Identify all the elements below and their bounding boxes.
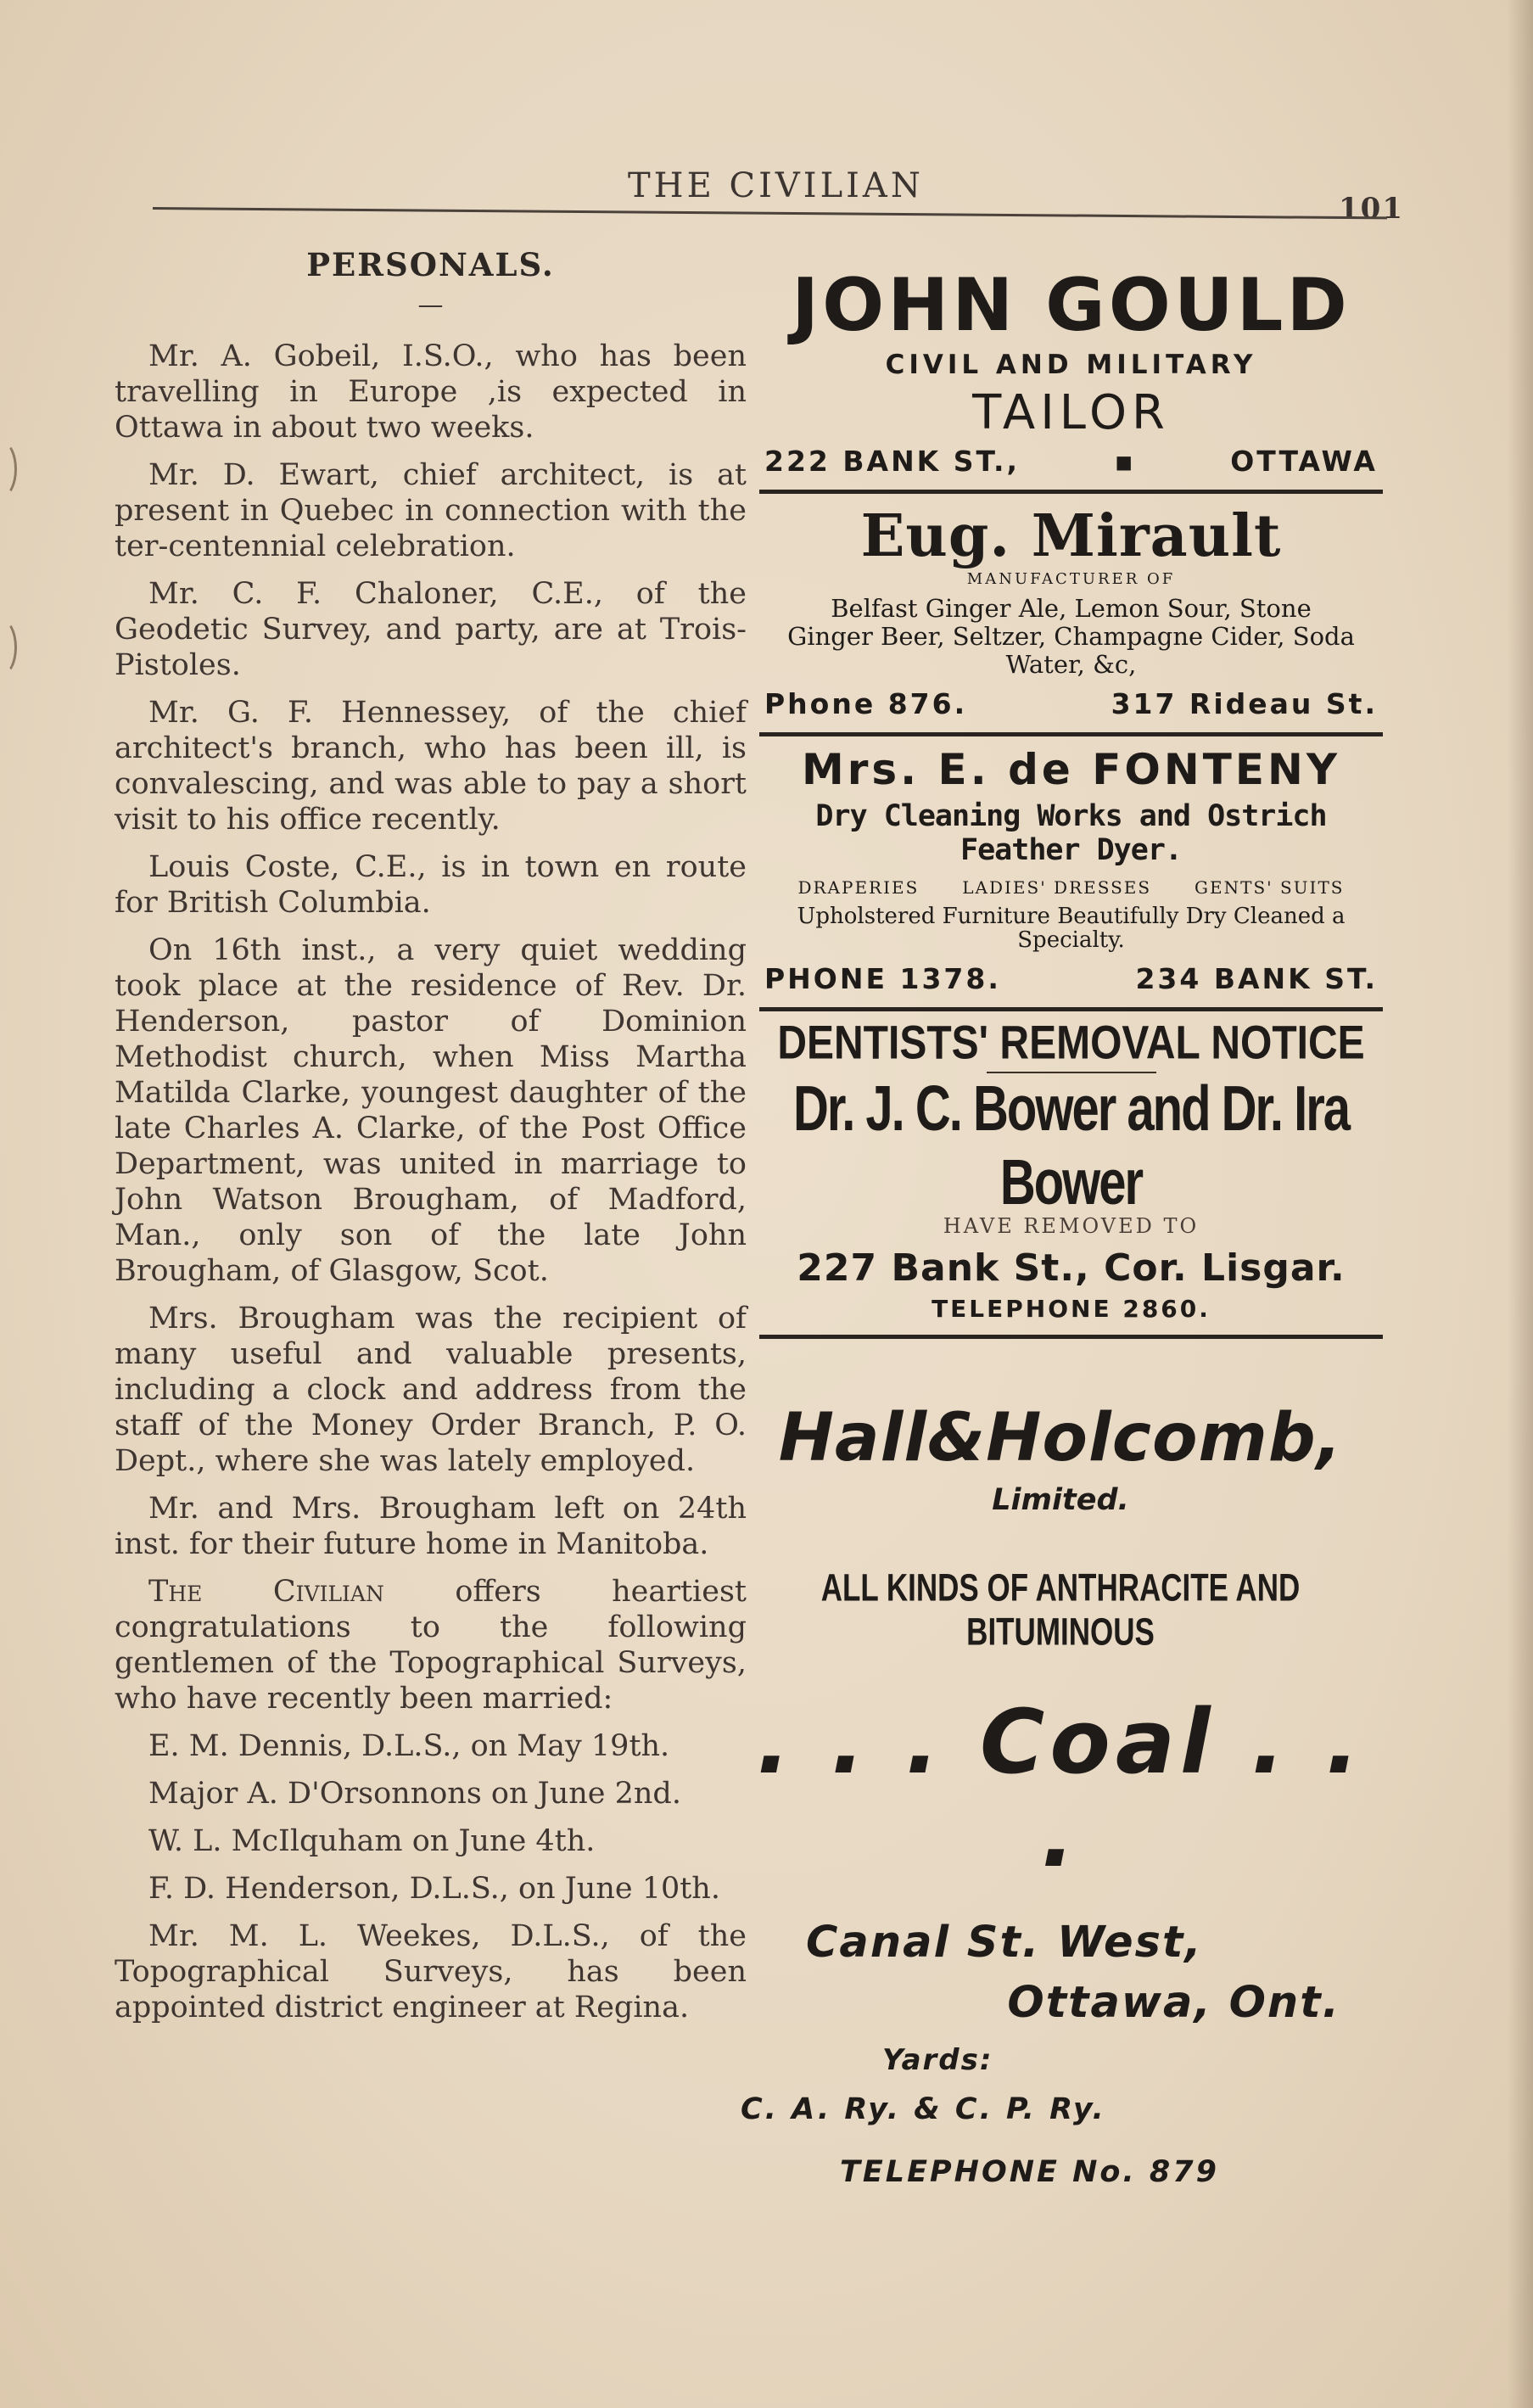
fonteny-ad bbox=[759, 745, 1383, 995]
marriage-item: E. M. Dennis, D.L.S., on May 19th. bbox=[148, 1729, 670, 1763]
mirault-contact-row bbox=[759, 687, 1383, 720]
gould-city: OTTAWA bbox=[1230, 445, 1378, 478]
header-rule bbox=[153, 207, 1387, 219]
ad-divider bbox=[759, 1007, 1383, 1011]
page-edge-shadow bbox=[1508, 0, 1533, 2408]
fonteny-name: Mrs. E. de FONTENY bbox=[801, 745, 1341, 794]
coal-ad bbox=[738, 1400, 1383, 2189]
ad-divider bbox=[759, 732, 1383, 736]
mirault-address: 317 Rideau St. bbox=[1111, 687, 1378, 720]
dentists-title: DENTISTS' REMOVAL NOTICE bbox=[777, 1017, 1365, 1069]
service-item: DRAPERIES bbox=[797, 877, 920, 898]
personal-item: Mr. G. F. Hennessey, of the chief architect's branch, who has been ill, is convalescing, and was able to pay a short visit to his office recently. bbox=[115, 696, 747, 837]
mirault-products: Belfast Ginger Ale, Lemon Sour, Stone Ginger Beer, Seltzer, Champagne Cider, Soda Water, &c, bbox=[787, 594, 1355, 679]
service-item: LADIES' DRESSES bbox=[962, 877, 1152, 898]
congratulations-text: offers heartiest congratulations to the following gentlemen of the Topographical Surveys, who have recently been married: bbox=[115, 1575, 747, 1716]
gould-address-row bbox=[759, 445, 1383, 478]
fonteny-phone: PHONE 1378. bbox=[764, 962, 1001, 995]
gould-ad bbox=[759, 263, 1383, 478]
coal-city: Ottawa, Ont. bbox=[1007, 1978, 1340, 2028]
gould-address: 222 BANK ST., bbox=[764, 445, 1021, 478]
service-item: GENTS' SUITS bbox=[1195, 877, 1345, 898]
page-number: 101 bbox=[1339, 192, 1404, 226]
dentists-doctors: Dr. J. C. Bower and Dr. Ira Bower bbox=[792, 1072, 1350, 1218]
coal-telephone: TELEPHONE No. 879 bbox=[840, 2155, 1219, 2189]
coal-kinds: ALL KINDS OF ANTHRACITE AND BITUMINOUS bbox=[820, 1566, 1301, 1654]
personal-item: On 16th inst., a very quiet wedding took place at the residence of Rev. Dr. Henderson, pastor of Dominion Methodist church, when Miss Martha Matilda Clarke, youngest daughter of the late Charles A. Clarke, of the Post Office Department, was united in marriage to John Watson Brougham, of Madford, Man., only son of the late John Brougham, of Glasgow, Scot. bbox=[115, 933, 747, 1288]
separator: ▪ bbox=[1114, 445, 1136, 478]
personal-item: Louis Coste, C.E., is in town en route for British Columbia. bbox=[115, 850, 747, 920]
congratulations-item bbox=[115, 1574, 747, 1716]
fonteny-upholstery: Upholstered Furniture Beautifully Dry Cleaned a Specialty. bbox=[797, 904, 1346, 953]
coal-company-name: Hall&Holcomb, bbox=[778, 1400, 1343, 1476]
gould-trade: CIVIL AND MILITARY bbox=[885, 350, 1257, 380]
fonteny-trade: Dry Cleaning Works and Ostrich Feather Dyer. bbox=[815, 799, 1327, 867]
personals-heading: PERSONALS. bbox=[306, 246, 555, 283]
dentists-address: 227 Bank St., Cor. Lisgar. bbox=[797, 1246, 1346, 1290]
personal-item: Mr. M. L. Weekes, D.L.S., of the Topographical Surveys, has been appointed district engineer at Regina. bbox=[115, 1919, 747, 2024]
fonteny-contact-row bbox=[759, 962, 1383, 995]
mirault-ad bbox=[759, 502, 1383, 720]
personal-item: Mr. C. F. Chaloner, C.E., of the Geodetic Survey, and party, are at Trois-Pistoles. bbox=[115, 577, 747, 682]
coal-word: . . . Coal . . . bbox=[756, 1690, 1365, 1887]
gould-name: JOHN GOULD bbox=[792, 263, 1351, 348]
binding-hole bbox=[0, 619, 17, 675]
coal-railways: C. A. Ry. & C. P. Ry. bbox=[741, 2092, 1106, 2126]
dentists-ad bbox=[759, 1017, 1383, 1323]
binding-hole bbox=[0, 441, 17, 497]
advertisements-column bbox=[759, 263, 1383, 1347]
mirault-phone: Phone 876. bbox=[764, 687, 968, 720]
dentists-phone: TELEPHONE 2860. bbox=[932, 1295, 1211, 1323]
marriage-item: Major A. D'Orsonnons on June 2nd. bbox=[148, 1777, 681, 1811]
civilian-name: The Civilian bbox=[148, 1575, 384, 1609]
coal-limited: Limited. bbox=[992, 1483, 1129, 1517]
fonteny-services bbox=[776, 877, 1366, 898]
gould-tailor: TAILOR bbox=[972, 385, 1170, 440]
dentists-moved: HAVE REMOVED TO bbox=[943, 1214, 1200, 1238]
heading-dash: — bbox=[417, 290, 444, 320]
personal-item: Mr. D. Ewart, chief architect, is at present in Quebec in connection with the ter-centennial celebration. bbox=[115, 458, 747, 563]
coal-yards-label: Yards: bbox=[882, 2043, 993, 2077]
personal-item: Mr. and Mrs. Brougham left on 24th inst. for their future home in Manitoba. bbox=[115, 1492, 747, 1561]
coal-street: Canal St. West, bbox=[806, 1918, 1203, 1968]
marriage-item: F. D. Henderson, D.L.S., on June 10th. bbox=[148, 1872, 720, 1906]
fonteny-address: 234 BANK ST. bbox=[1135, 962, 1378, 995]
ad-divider bbox=[759, 1335, 1383, 1339]
marriage-item: W. L. McIlquham on June 4th. bbox=[148, 1824, 596, 1858]
personals-column bbox=[115, 242, 747, 2037]
mirault-subtitle: MANUFACTURER OF bbox=[966, 570, 1176, 588]
personal-item: Mrs. Brougham was the recipient of many useful and valuable presents, including a clock and address from the staff of the Money Order Branch, P. O. Dept., where she was lately employed. bbox=[115, 1302, 747, 1478]
masthead-title: THE CIVILIAN bbox=[628, 166, 924, 205]
ad-divider bbox=[759, 490, 1383, 494]
personal-item: Mr. A. Gobeil, I.S.O., who has been travelling in Europe ,is expected in Ottawa in about two weeks. bbox=[115, 339, 747, 445]
mirault-name: Eug. Mirault bbox=[860, 502, 1282, 570]
